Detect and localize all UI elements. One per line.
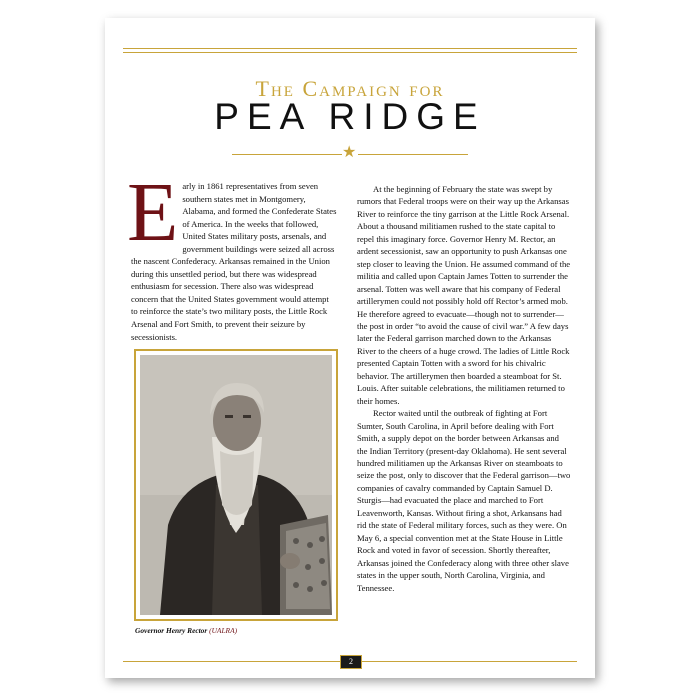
right-paragraph: At the beginning of February the state was swept by rumors that Federal troops were on their way up the Arkansas River to reinforce the tiny garrison at the Little Rock Arsenal. About a thousand militiamen rushed to the state capital to repel this imaginary force. Governor Henry M. Rector, an ardent secessionist, saw an opportunity to push Arkansas one step closer to leaving the Union. He assumed command of the militia and called upon Captain James Totten to surrender the arsenal. Totten was well aware that his company of Federal artillerymen could not possibly hold off Rector’s armed mob. He therefore agreed to evacuate—though not to surrender—the post in order “to avoid the cause of civil war.” A few days later the Federal garrison marched down to the Arkansas River to the cheers of a huge crowd. The ladies of Little Rock presented Captain Totten with a sword for his chivalric behavior. The artillerymen then boarded a steamboat for St. Louis. After suitable celebrations, the militiamen returned to their homes. [357, 184, 571, 406]
portrait-illustration [140, 355, 332, 615]
title-rule-right [358, 154, 468, 155]
caption-credit: (UALRA) [209, 626, 238, 635]
document-page [105, 18, 595, 678]
page-number: 2 [340, 655, 362, 669]
top-rule-1 [123, 48, 577, 49]
star-icon: ★ [342, 144, 357, 161]
right-paragraph: Rector waited until the outbreak of fighting at Fort Sumter, South Carolina, in April before dealing with Fort Smith, a supply depot on the border between Arkansas and the Indian Territory (present-day Oklahoma). He sent several hundred militiamen up the Arkansas River on steamboats to seize the post, only to discover that the Federal garrison—two companies of cavalry commanded by Captain Samuel D. Sturgis—had evacuated the place and marched to Fort Leavenworth, Kansas. Without firing a shot, Arkansans had rid the state of Federal military forces, such as they were. On May 6, a special convention met at the State House in Little Rock and voted in favor of secession. Shortly thereafter, Arkansas joined the Confederacy along with three other slave states in the upper south, North Carolina, Virginia, and Tennessee. [357, 408, 571, 593]
title-subtitle: The Campaign for [255, 76, 445, 101]
left-column [127, 166, 337, 343]
portrait-frame [134, 349, 338, 621]
right-column [357, 183, 571, 594]
drop-cap: E [127, 166, 179, 259]
title-main: PEA RIDGE [214, 96, 486, 137]
photo-caption [135, 626, 237, 635]
portrait-photo [140, 355, 332, 615]
top-rule-2 [123, 52, 577, 53]
caption-text: Governor Henry Rector [135, 626, 208, 635]
title-rule-left [232, 154, 342, 155]
left-column-text: arly in 1861 representatives from seven southern states met in Montgomery, Alabama, and formed the Confederate States of America. In the weeks that followed, United States military posts, arsenals, and government buildings were seized all across the nascent Confederacy. Arkansas remained in the Union during this unsettled period, but there was widespread enthusiasm for secession. There also was widespread concern that the United States government would attempt to reinforce the state’s two military posts, the Little Rock Arsenal and Fort Smith, to prevent their seizure by secessionists. [131, 181, 337, 342]
